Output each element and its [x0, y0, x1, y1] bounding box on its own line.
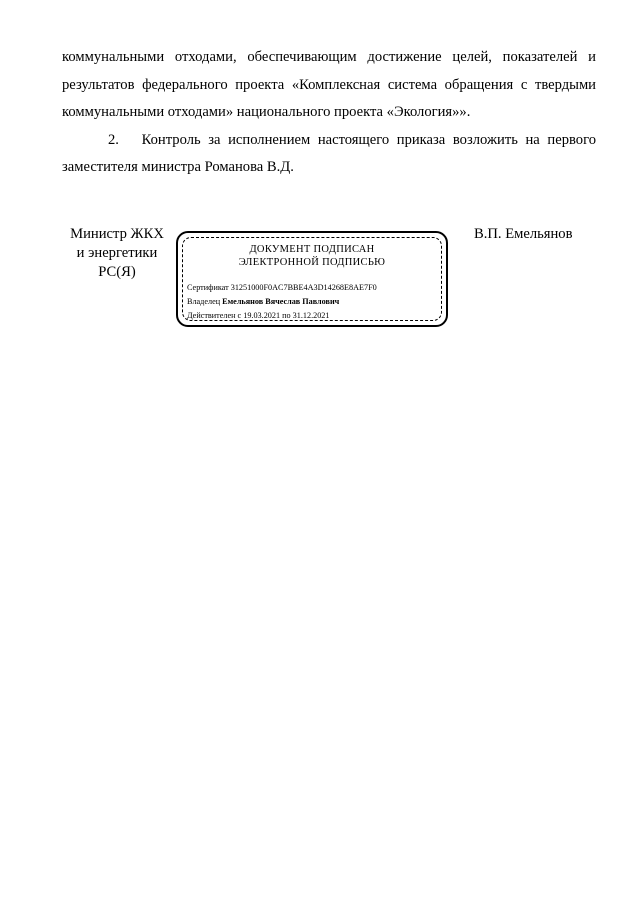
signer-position-line: Министр ЖКХ — [70, 226, 164, 242]
document-body — [62, 44, 596, 182]
paragraph-line: результатов федерального проекта «Комплексная система обращения с твердыми — [62, 76, 596, 93]
paragraph-line: заместителя министра Романова В.Д. — [62, 159, 294, 175]
electronic-signature-stamp — [176, 231, 448, 327]
signer-name: В.П. Емельянов — [474, 226, 573, 242]
stamp-certificate-row — [187, 283, 377, 293]
stamp-certificate-label: Сертификат — [187, 283, 229, 292]
item-text: Контроль за исполнением настоящего приказа возложить на первого — [141, 131, 596, 148]
signature-block — [0, 225, 640, 335]
stamp-validity-row — [187, 311, 329, 321]
stamp-valid-from: 19.03.2021 — [243, 311, 281, 320]
stamp-certificate-value: 31251000F0AC7BBE4A3D14268E8AE7F0 — [230, 283, 377, 292]
stamp-owner-value: Емельянов Вячеслав Павлович — [222, 297, 340, 306]
signer-position-line: и энергетики — [76, 245, 158, 261]
stamp-valid-to: 31.12.2021 — [292, 311, 330, 320]
stamp-owner-row — [187, 297, 339, 307]
signer-position-line: РС(Я) — [98, 264, 136, 280]
stamp-valid-to-label: по — [282, 311, 291, 320]
stamp-title-line: ДОКУМЕНТ ПОДПИСАН — [249, 244, 375, 255]
stamp-valid-label: Действителен — [187, 311, 236, 320]
stamp-owner-label: Владелец — [187, 297, 221, 306]
stamp-title — [178, 243, 446, 269]
stamp-valid-from-label: с — [237, 311, 242, 320]
paragraph-line: коммунальными отходами, обеспечивающим достижение целей, показателей и — [62, 49, 596, 65]
numbered-item — [62, 127, 596, 155]
paragraph-line: коммунальными отходами» национального проекта «Экология»». — [62, 104, 471, 120]
stamp-title-line: ЭЛЕКТРОННОЙ ПОДПИСЬЮ — [238, 257, 386, 268]
signer-position — [60, 225, 174, 282]
item-number: 2. — [108, 131, 119, 148]
